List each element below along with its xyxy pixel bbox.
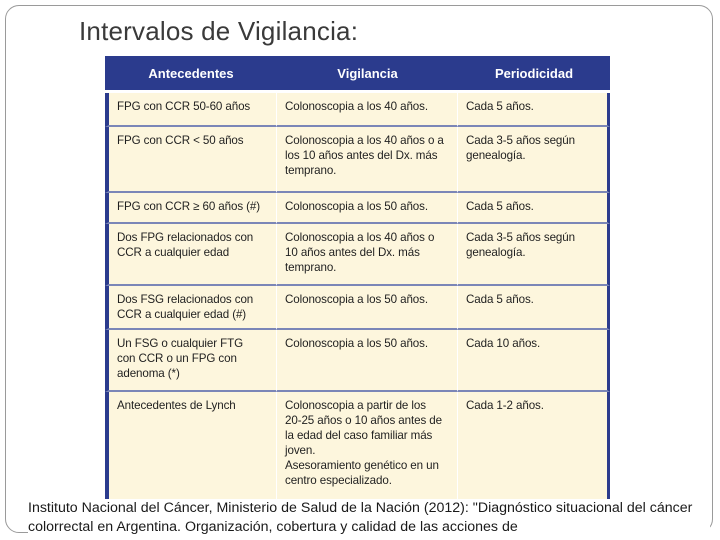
- cell-periodicidad: Cada 5 años.: [458, 93, 610, 127]
- cell-antecedentes: FPG con CCR 50-60 años: [105, 93, 277, 127]
- table-row: [105, 286, 610, 330]
- cell-vigilancia: Colonoscopia a los 50 años.: [277, 193, 458, 224]
- slide-title: Intervalos de Vigilancia:: [79, 16, 359, 46]
- header-periodicidad: Periodicidad: [458, 56, 610, 93]
- cell-periodicidad: Cada 5 años.: [458, 193, 610, 224]
- cell-periodicidad: Cada 5 años.: [458, 286, 610, 330]
- source-citation: Instituto Nacional del Cáncer, Ministerio de Salud de la Nación (2012): "Diagnóstico situacional del cáncer colorrectal en Argentina. Organización, cobertura y calidad de las acciones de: [28, 499, 710, 536]
- cell-vigilancia: Colonoscopia a partir de los 20-25 años o 10 años antes de la edad del caso familiar más joven. Asesoramiento genético en un centro especializado.: [277, 392, 458, 501]
- cell-vigilancia: Colonoscopia a los 50 años.: [277, 330, 458, 392]
- surveillance-table-image: [105, 56, 610, 501]
- table-row: [105, 392, 610, 501]
- cell-vigilancia: Colonoscopia a los 50 años.: [277, 286, 458, 330]
- cell-antecedentes: FPG con CCR < 50 años: [105, 127, 277, 193]
- table-header-row: [105, 56, 610, 93]
- cell-vigilancia: Colonoscopia a los 40 años o 10 años antes del Dx. más temprano.: [277, 224, 458, 286]
- cell-antecedentes: Dos FPG relacionados con CCR a cualquier edad: [105, 224, 277, 286]
- cell-antecedentes: FPG con CCR ≥ 60 años (#): [105, 193, 277, 224]
- cell-periodicidad: Cada 3-5 años según genealogía.: [458, 127, 610, 193]
- cell-periodicidad: Cada 1-2 años.: [458, 392, 610, 501]
- cell-vigilancia: Colonoscopia a los 40 años o a los 10 años antes del Dx. más temprano.: [277, 127, 458, 193]
- header-antecedentes: Antecedentes: [105, 56, 277, 93]
- cell-antecedentes: Antecedentes de Lynch: [105, 392, 277, 501]
- cell-antecedentes: Un FSG o cualquier FTG con CCR o un FPG con adenoma (*): [105, 330, 277, 392]
- cell-vigilancia: Colonoscopia a los 40 años.: [277, 93, 458, 127]
- table-row: [105, 330, 610, 392]
- table-row: [105, 193, 610, 224]
- cell-periodicidad: Cada 10 años.: [458, 330, 610, 392]
- surveillance-table: [105, 56, 610, 501]
- table-row: [105, 127, 610, 193]
- table-row: [105, 224, 610, 286]
- table-row: [105, 93, 610, 127]
- cell-periodicidad: Cada 3-5 años según genealogía.: [458, 224, 610, 286]
- cell-antecedentes: Dos FSG relacionados con CCR a cualquier edad (#): [105, 286, 277, 330]
- header-vigilancia: Vigilancia: [277, 56, 458, 93]
